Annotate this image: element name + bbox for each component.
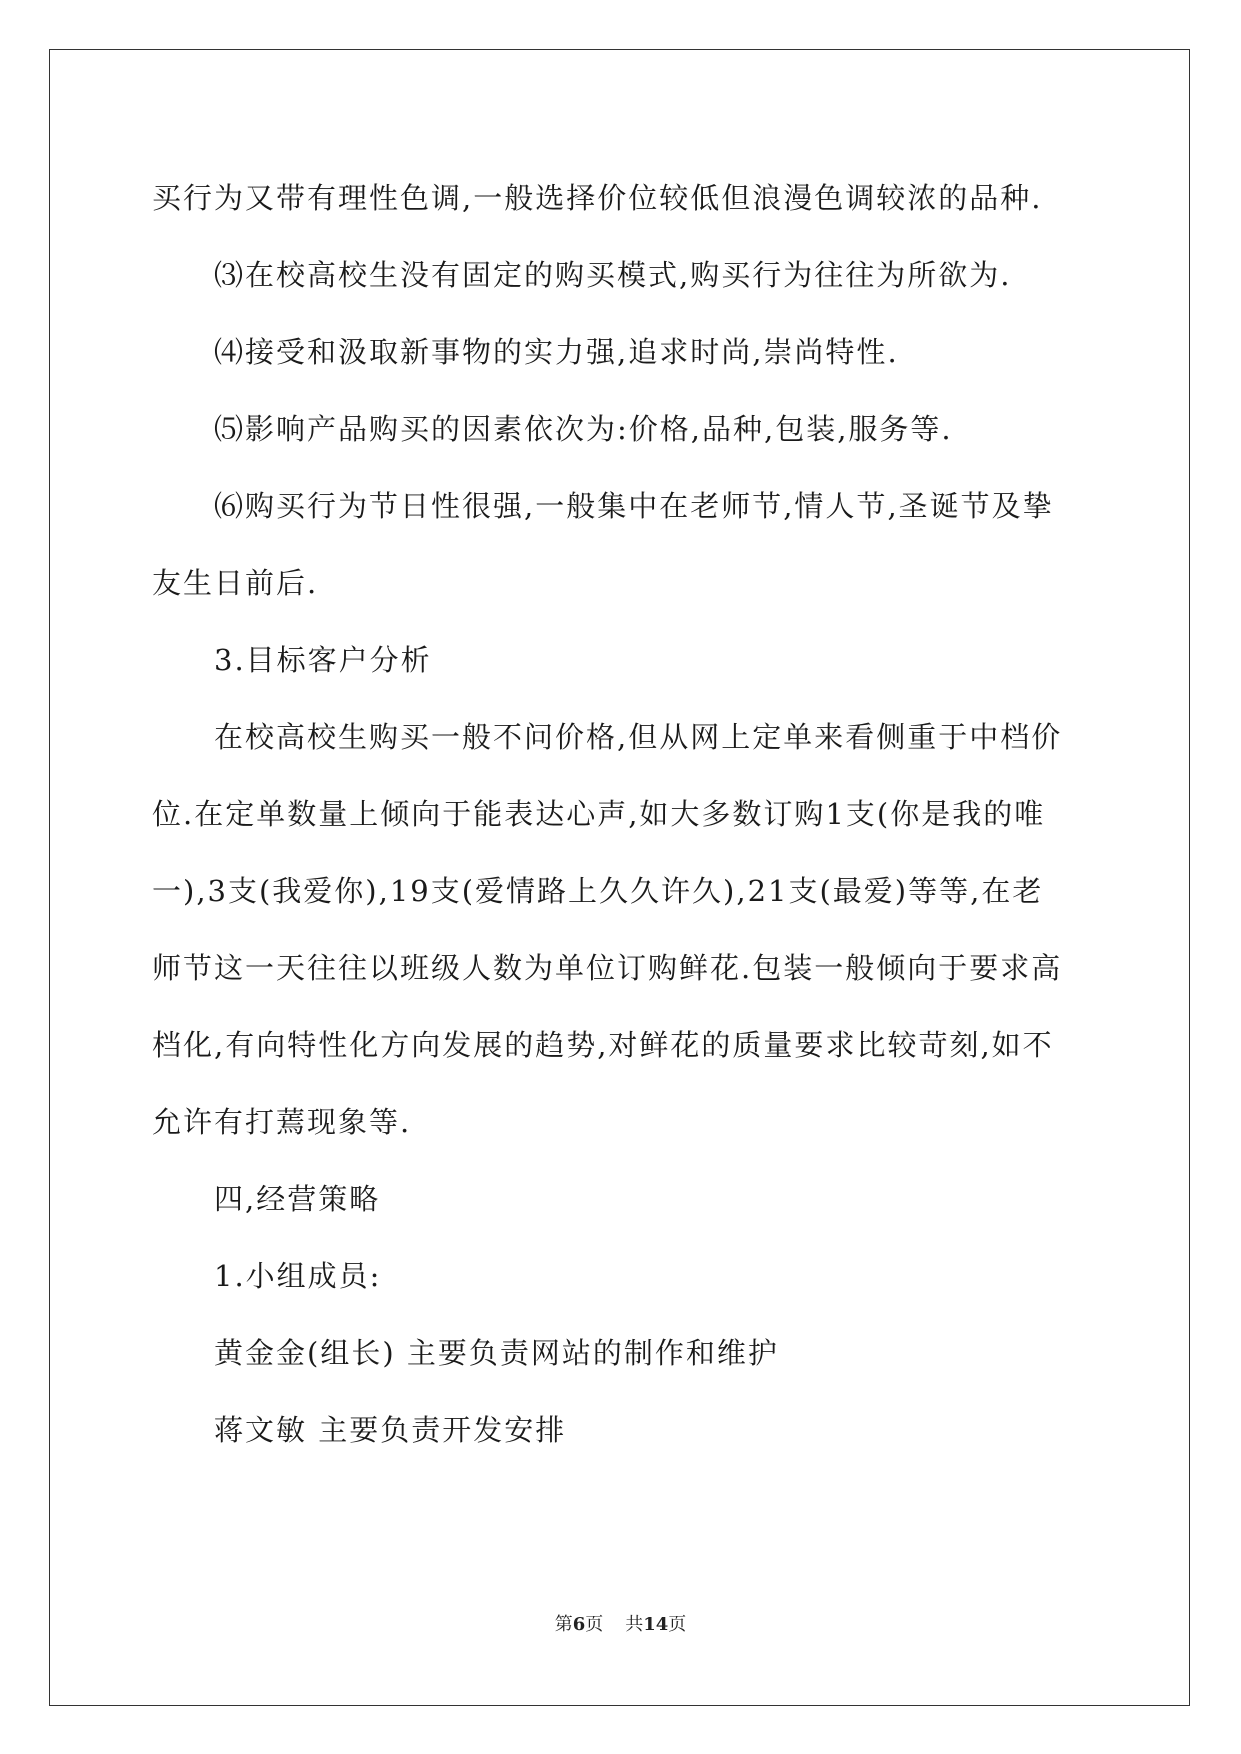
paragraph-line: 师节这一天往往以班级人数为单位订购鲜花.包装一般倾向于要求高	[152, 951, 1063, 985]
footer-total-prefix: 共	[625, 1614, 644, 1635]
section-heading: 3.目标客户分析	[214, 643, 432, 677]
paragraph-line: 一),3支(我爱你),19支(爱情路上久久许久),21支(最爱)等等,在老	[152, 874, 1044, 908]
footer-prefix: 第	[554, 1614, 573, 1635]
paragraph-line: ⑷接受和汲取新事物的实力强,追求时尚,崇尚特性.	[214, 335, 899, 369]
footer-total-pages: 14	[643, 1614, 669, 1635]
footer-page-number: 6	[572, 1614, 586, 1635]
paragraph-line: 在校高校生购买一般不问价格,但从网上定单来看侧重于中档价	[214, 720, 1063, 754]
paragraph-line: ⑶在校高校生没有固定的购买模式,购买行为往往为所欲为.	[214, 258, 1012, 292]
subsection-heading: 1.小组成员:	[214, 1259, 382, 1293]
footer-total-suffix: 页	[668, 1614, 687, 1635]
paragraph-line: 允许有打蔫现象等.	[152, 1105, 412, 1139]
member-line: 黄金金(组长) 主要负责网站的制作和维护	[214, 1336, 779, 1370]
section-heading: 四,经营策略	[214, 1182, 381, 1216]
member-line: 蒋文敏 主要负责开发安排	[214, 1413, 567, 1447]
paragraph-line: 档化,有向特性化方向发展的趋势,对鲜花的质量要求比较苛刻,如不	[152, 1028, 1054, 1062]
paragraph-line: 友生日前后.	[152, 566, 319, 600]
paragraph-line: ⑸影响产品购买的因素依次为:价格,品种,包装,服务等.	[214, 412, 953, 446]
page-footer	[0, 1610, 1241, 1636]
footer-page-suffix: 页	[585, 1614, 604, 1635]
paragraph-line: 买行为又带有理性色调,一般选择价位较低但浪漫色调较浓的品种.	[152, 181, 1043, 215]
paragraph-line: 位.在定单数量上倾向于能表达心声,如大多数订购1支(你是我的唯	[152, 797, 1046, 831]
paragraph-line: ⑹购买行为节日性很强,一般集中在老师节,情人节,圣诞节及挚	[214, 489, 1054, 523]
document-body	[152, 160, 1092, 1469]
